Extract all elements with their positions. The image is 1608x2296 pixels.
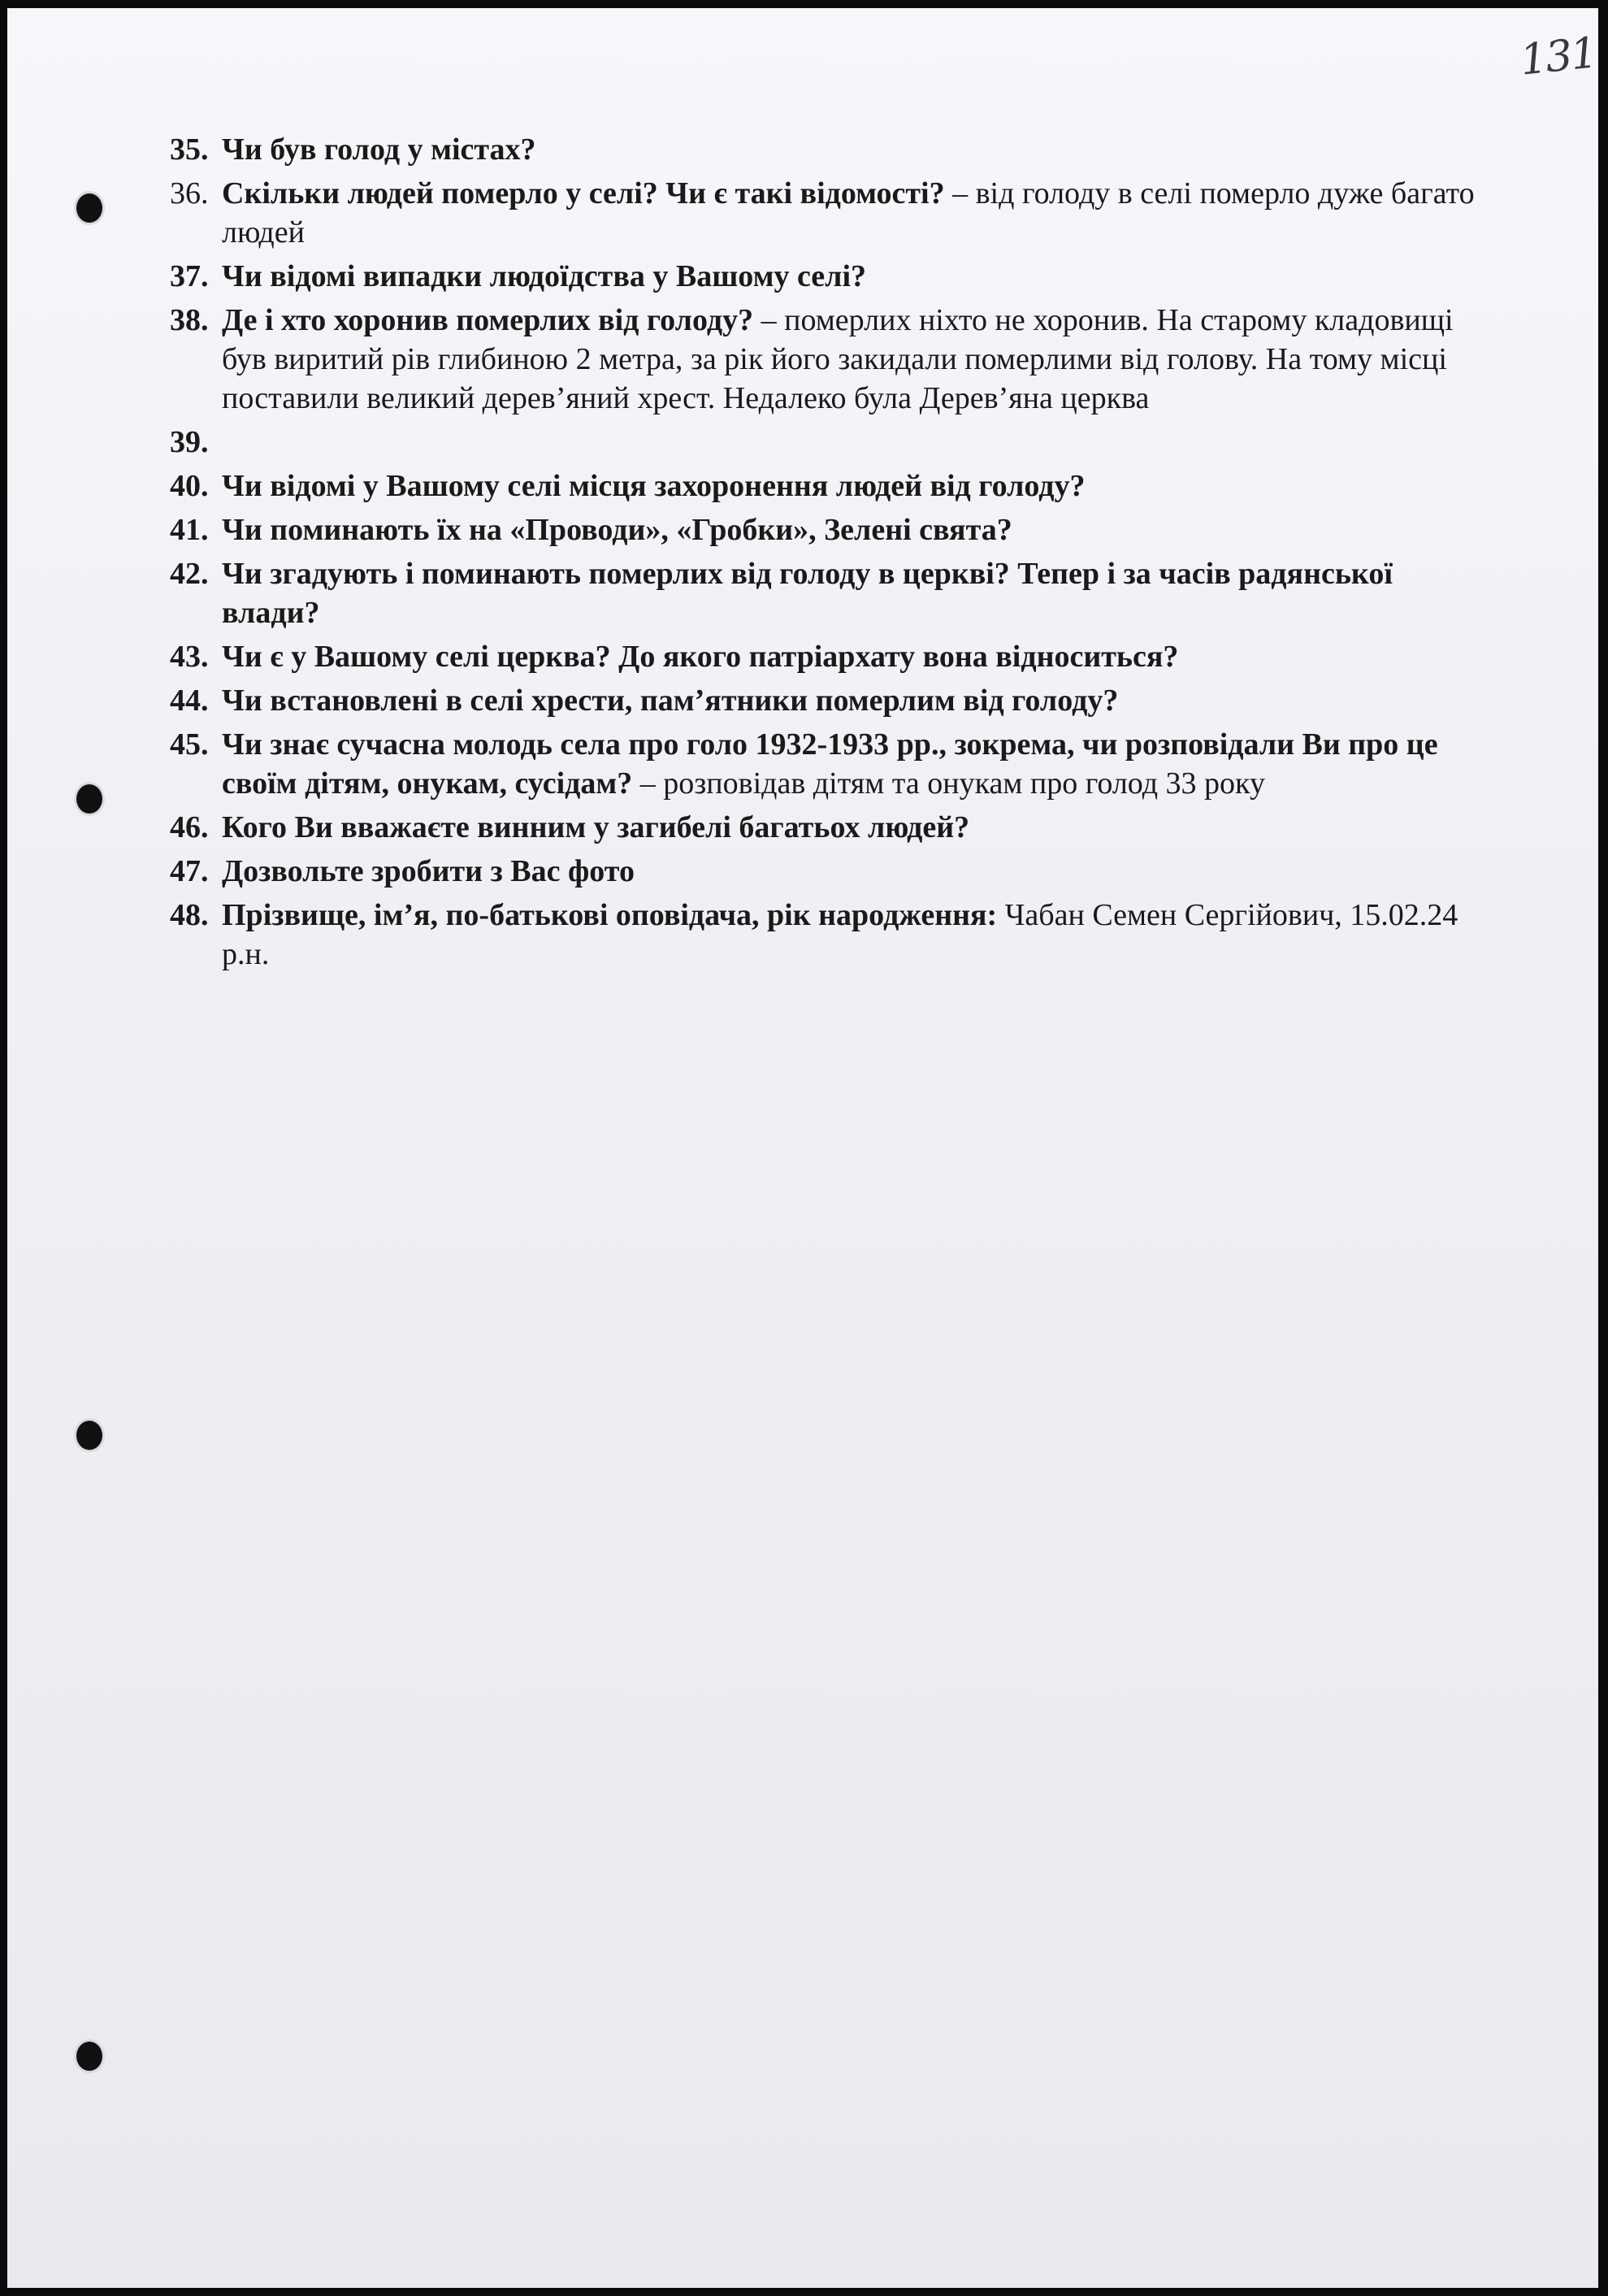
item-number: 39. (170, 425, 209, 459)
item-question: Скільки людей померло у селі? Чи є такі відомості? (222, 176, 945, 211)
item-number: 40. (170, 469, 209, 503)
question-item (170, 554, 1486, 632)
item-question: Прізвище, ім’я, по-батькові оповідача, рік народження: (222, 898, 998, 932)
item-number: 38. (170, 303, 209, 337)
punch-hole (76, 1421, 102, 1450)
question-item (170, 423, 1486, 462)
question-item (170, 681, 1486, 720)
questionnaire-list (170, 130, 1486, 979)
item-question: Чи був голод у містах? (222, 132, 536, 167)
item-number: 36. (170, 176, 209, 211)
question-item (170, 467, 1486, 506)
item-question: Чи є у Вашому селі церква? До якого патріархату вона відноситься? (222, 640, 1179, 674)
question-item (170, 174, 1486, 252)
item-question: Чи знає сучасна молодь села про голо 1932-1933 рр., зокрема, чи розповідали Ви про це своїм дітям, онукам, сусідам? (222, 727, 1438, 801)
punch-hole (76, 193, 102, 223)
question-item (170, 852, 1486, 891)
item-question: Де і хто хоронив померлих від голоду? (222, 303, 754, 337)
item-number: 45. (170, 727, 209, 762)
item-number: 44. (170, 684, 209, 718)
item-question: Кого Ви вважаєте винним у загибелі багатьох людей? (222, 810, 970, 844)
item-question: Чи відомі у Вашому селі місця захоронення людей від голоду? (222, 469, 1086, 503)
question-item (170, 637, 1486, 676)
item-number: 43. (170, 640, 209, 674)
item-answer: – померлих ніхто не хоронив. На старому кладовищі був виритий рів глибиною 2 метра, за рік його закидали померлими від голову. На тому місці поставили великий дерев’яний хрест. Недалеко була Дерев’яна церква (222, 303, 1454, 415)
item-number: 42. (170, 557, 209, 591)
item-number: 41. (170, 513, 209, 547)
item-question: Дозвольте зробити з Вас фото (222, 854, 635, 888)
item-number: 48. (170, 898, 209, 932)
handwritten-page-number: 131 (1518, 28, 1598, 85)
question-item (170, 257, 1486, 296)
item-answer: – від голоду в селі померло дуже багато людей (222, 176, 1475, 250)
question-item (170, 130, 1486, 169)
item-question: Чи відомі випадки людоїдства у Вашому селі? (222, 259, 867, 293)
punch-hole (76, 2042, 102, 2071)
question-item (170, 808, 1486, 847)
item-question: Чи згадують і поминають померлих від голоду в церкві? Тепер і за часів радянської влади? (222, 557, 1393, 630)
question-item (170, 896, 1486, 974)
item-number: 37. (170, 259, 209, 293)
item-number: 47. (170, 854, 209, 888)
item-number: 35. (170, 132, 209, 167)
item-question: Чи поминають їх на «Проводи», «Гробки», Зелені свята? (222, 513, 1012, 547)
question-item (170, 725, 1486, 803)
item-answer: – розповідав дітям та онукам про голод 33 року (632, 766, 1265, 801)
item-number: 46. (170, 810, 209, 844)
item-question: Чи встановлені в селі хрести, пам’ятники померлим від голоду? (222, 684, 1119, 718)
question-item (170, 301, 1486, 418)
question-item (170, 510, 1486, 549)
punch-hole (76, 784, 102, 814)
item-answer: Чабан Семен Сергійович, 15.02.24 р.н. (222, 898, 1458, 971)
document-page (7, 8, 1598, 2288)
